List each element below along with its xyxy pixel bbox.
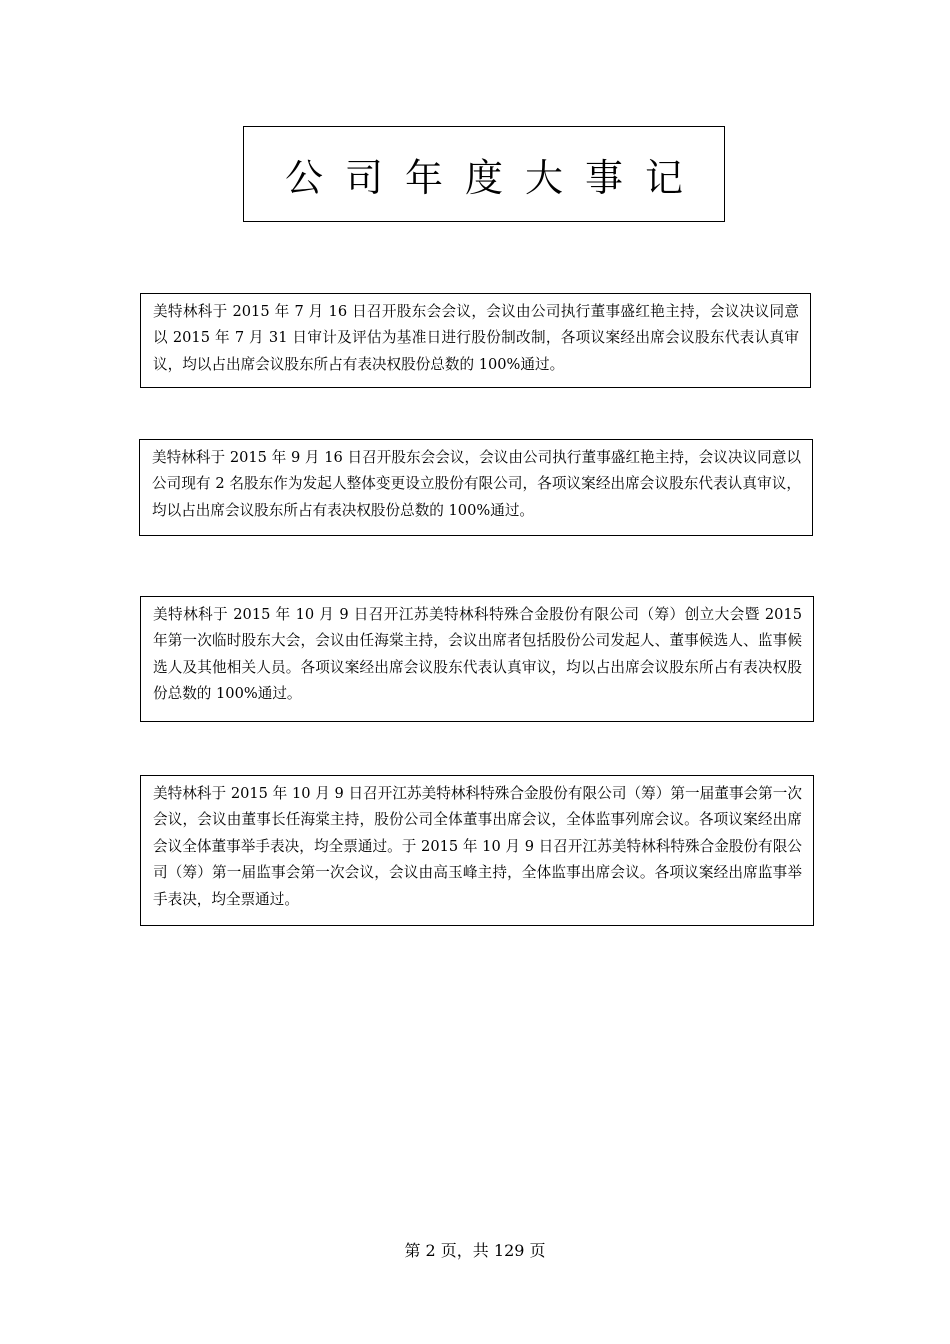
page-footer xyxy=(0,1239,950,1263)
event-text: 美特林科于 2015 年 10 月 9 日召开江苏美特林科特殊合金股份有限公司（筹）第一届董事会第一次会议，会议由董事长任海棠主持，股份公司全体董事出席会议，全体监事列席会议。各项议案经出席会议全体董事举手表决，均全票通过。于 2015 年 10 月 9 日召开江苏美特林科特殊合金股份有限公司（筹）第一届监事会第一次会议，会议由高玉峰主持，全体监事出席会议。各项议案经出席监事举手表决，均全票通过。 xyxy=(153,785,802,908)
event-text: 美特林科于 2015 年 7 月 16 日召开股东会会议，会议由公司执行董事盛红艳主持，会议决议同意以 2015 年 7 月 31 日审计及评估为基准日进行股份制改制，各项议案经出席会议股东代表认真审议，均以占出席会议股东所占有表决权股份总数的 100%通过。 xyxy=(153,303,799,373)
page-title: 公司年度大事记 xyxy=(284,155,705,200)
page-number: 第 2 页，共 129 页 xyxy=(404,1241,546,1260)
event-record xyxy=(140,775,814,926)
event-record xyxy=(140,293,811,388)
event-record xyxy=(139,439,813,536)
event-text: 美特林科于 2015 年 10 月 9 日召开江苏美特林科特殊合金股份有限公司（筹）创立大会暨 2015 年第一次临时股东大会，会议由任海棠主持，会议出席者包括股份公司发起人、董事候选人、监事候选人及其他相关人员。各项议案经出席会议股东代表认真审议，均以占出席会议股东所占有表决权股份总数的 100%通过。 xyxy=(153,606,802,703)
title-box xyxy=(243,126,725,222)
event-text: 美特林科于 2015 年 9 月 16 日召开股东会会议，会议由公司执行董事盛红艳主持，会议决议同意以公司现有 2 名股东作为发起人整体变更设立股份有限公司，各项议案经出席会议股东代表认真审议，均以占出席会议股东所占有表决权股份总数的 100%通过。 xyxy=(152,449,801,519)
event-record xyxy=(140,596,814,722)
